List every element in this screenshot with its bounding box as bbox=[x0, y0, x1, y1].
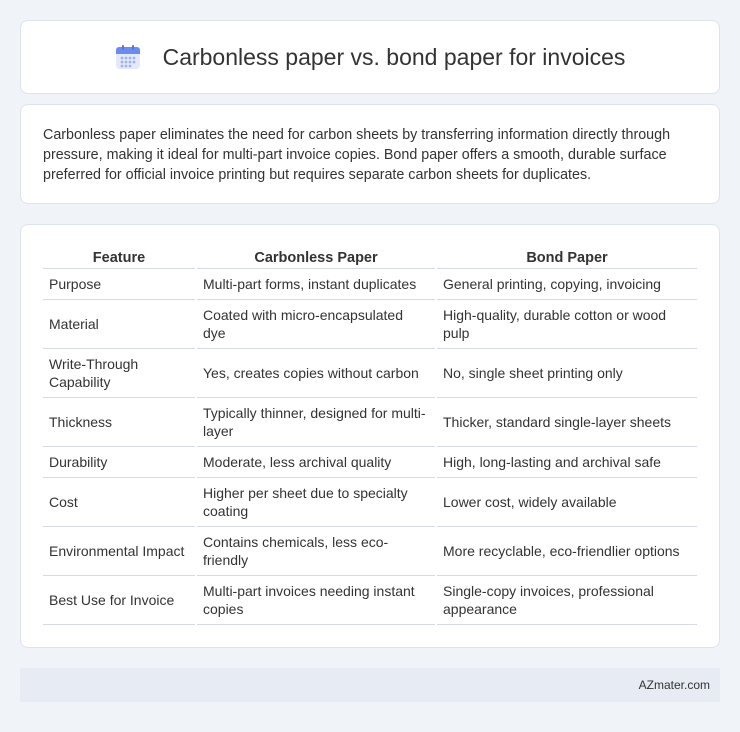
feature-cell: Write-Through Capability bbox=[43, 349, 195, 398]
table-row bbox=[43, 349, 697, 398]
carbonless-cell: Yes, creates copies without carbon bbox=[197, 349, 435, 398]
feature-cell: Thickness bbox=[43, 398, 195, 447]
feature-cell: Best Use for Invoice bbox=[43, 576, 195, 625]
calendar-icon bbox=[115, 44, 141, 70]
comparison-table-card bbox=[20, 224, 720, 648]
summary-text: Carbonless paper eliminates the need for carbon sheets by transferring information directly through pressure, making it ideal for multi-part invoice copies. Bond paper offers a smooth, durable surface preferred for official invoice printing but requires separate carbon sheets for duplicates. bbox=[43, 127, 671, 183]
feature-cell: Cost bbox=[43, 478, 195, 527]
summary-card bbox=[20, 104, 720, 204]
column-header-carbonless: Carbonless Paper bbox=[197, 245, 435, 269]
carbonless-cell: Moderate, less archival quality bbox=[197, 447, 435, 478]
bond-cell: Lower cost, widely available bbox=[437, 478, 697, 527]
page-title: Carbonless paper vs. bond paper for invoices bbox=[162, 43, 626, 70]
carbonless-cell: Higher per sheet due to specialty coating bbox=[197, 478, 435, 527]
table-header-row bbox=[43, 245, 697, 269]
footer-bar bbox=[20, 668, 720, 702]
bond-cell: Thicker, standard single-layer sheets bbox=[437, 398, 697, 447]
feature-cell: Environmental Impact bbox=[43, 527, 195, 576]
bond-cell: Single-copy invoices, professional appearance bbox=[437, 576, 697, 625]
column-header-bond: Bond Paper bbox=[437, 245, 697, 269]
feature-cell: Material bbox=[43, 300, 195, 349]
table-row bbox=[43, 576, 697, 625]
table-row bbox=[43, 269, 697, 300]
feature-cell: Purpose bbox=[43, 269, 195, 300]
table-row bbox=[43, 447, 697, 478]
table-row bbox=[43, 300, 697, 349]
comparison-table bbox=[41, 245, 699, 625]
bond-cell: General printing, copying, invoicing bbox=[437, 269, 697, 300]
carbonless-cell: Typically thinner, designed for multi-layer bbox=[197, 398, 435, 447]
footer-brand[interactable]: AZmater.com bbox=[638, 678, 710, 692]
bond-cell: High, long-lasting and archival safe bbox=[437, 447, 697, 478]
bond-cell: No, single sheet printing only bbox=[437, 349, 697, 398]
table-row bbox=[43, 478, 697, 527]
title-card bbox=[20, 20, 720, 94]
bond-cell: More recyclable, eco-friendlier options bbox=[437, 527, 697, 576]
table-row bbox=[43, 527, 697, 576]
feature-cell: Durability bbox=[43, 447, 195, 478]
carbonless-cell: Contains chemicals, less eco-friendly bbox=[197, 527, 435, 576]
carbonless-cell: Coated with micro-encapsulated dye bbox=[197, 300, 435, 349]
column-header-feature: Feature bbox=[43, 245, 195, 269]
carbonless-cell: Multi-part forms, instant duplicates bbox=[197, 269, 435, 300]
table-row bbox=[43, 398, 697, 447]
bond-cell: High-quality, durable cotton or wood pulp bbox=[437, 300, 697, 349]
carbonless-cell: Multi-part invoices needing instant copies bbox=[197, 576, 435, 625]
